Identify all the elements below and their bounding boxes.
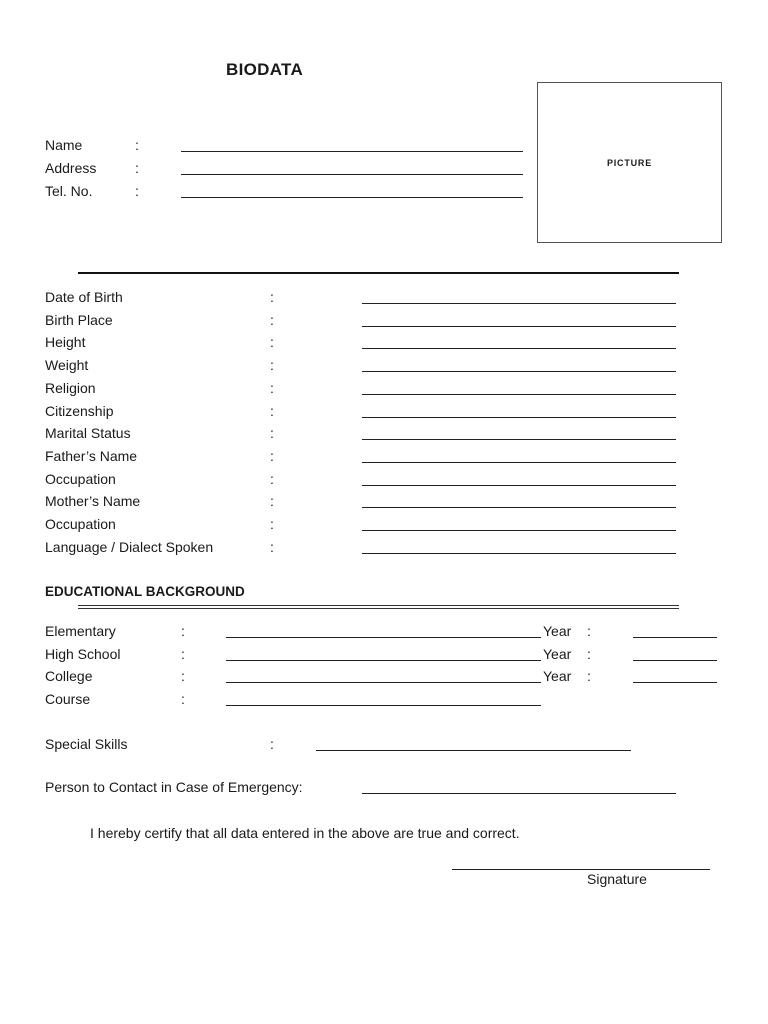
year-blank[interactable] xyxy=(633,660,717,661)
colon: : xyxy=(270,334,274,351)
personal-field-row xyxy=(0,312,768,332)
field-label: Date of Birth xyxy=(45,289,123,305)
colon: : xyxy=(587,645,591,662)
field-label: Citizenship xyxy=(45,402,114,419)
personal-field-row xyxy=(0,493,768,513)
personal-field-row xyxy=(0,357,768,377)
field-blank[interactable] xyxy=(181,197,523,198)
section-divider xyxy=(78,272,679,274)
colon: : xyxy=(270,470,274,487)
certification-statement: I hereby certify that all data entered in the above are true and correct. xyxy=(90,825,520,841)
field-label: Language / Dialect Spoken xyxy=(45,538,214,555)
year-label: Year xyxy=(543,623,572,639)
education-row xyxy=(0,623,768,643)
education-label: Course xyxy=(45,690,91,707)
field-blank[interactable] xyxy=(362,371,676,372)
colon: : xyxy=(270,516,274,532)
colon: : xyxy=(270,493,274,510)
field-label: Occupation xyxy=(45,470,116,487)
colon: : xyxy=(270,402,274,419)
field-label: Marital Status xyxy=(45,425,131,442)
field-blank[interactable] xyxy=(362,553,676,554)
field-blank[interactable] xyxy=(362,439,676,440)
education-row xyxy=(0,691,768,711)
education-label: College xyxy=(45,668,93,684)
field-blank[interactable] xyxy=(181,151,523,152)
colon: : xyxy=(135,137,139,153)
special-skills-label: Special Skills xyxy=(45,736,128,752)
field-blank[interactable] xyxy=(362,394,676,395)
field-label: Mother’s Name xyxy=(45,493,141,510)
field-label: Address xyxy=(45,160,97,176)
field-blank[interactable] xyxy=(362,507,676,508)
education-row xyxy=(0,646,768,666)
colon: : xyxy=(270,311,274,328)
year-blank[interactable] xyxy=(633,682,717,683)
colon: : xyxy=(270,447,274,464)
field-blank[interactable] xyxy=(362,530,676,531)
special-skills-blank[interactable] xyxy=(316,750,631,751)
personal-field-row xyxy=(0,539,768,559)
colon: : xyxy=(270,538,274,555)
colon: : xyxy=(270,425,274,442)
emergency-contact-label: Person to Contact in Case of Emergency: xyxy=(45,779,303,795)
personal-field-row xyxy=(0,425,768,445)
education-divider xyxy=(78,605,679,609)
special-skills-row xyxy=(0,736,768,756)
header-field-row xyxy=(0,137,768,157)
field-blank[interactable] xyxy=(362,348,676,349)
personal-field-row xyxy=(0,403,768,423)
signature-line[interactable] xyxy=(452,869,710,870)
colon: : xyxy=(181,668,185,684)
field-blank[interactable] xyxy=(362,462,676,463)
colon: : xyxy=(135,183,139,199)
year-label: Year xyxy=(543,668,572,684)
school-blank[interactable] xyxy=(226,705,541,706)
personal-field-row xyxy=(0,516,768,536)
signature-label: Signature xyxy=(587,871,647,887)
field-blank[interactable] xyxy=(362,485,676,486)
colon: : xyxy=(181,645,185,662)
field-label: Father’s Name xyxy=(45,447,138,464)
emergency-contact-row xyxy=(0,779,768,799)
field-label: Height xyxy=(45,334,86,351)
field-blank[interactable] xyxy=(362,326,676,327)
year-blank[interactable] xyxy=(633,637,717,638)
colon: : xyxy=(587,623,591,639)
education-section-title: EDUCATIONAL BACKGROUND xyxy=(45,584,245,599)
header-field-row xyxy=(0,183,768,203)
colon: : xyxy=(270,736,274,752)
personal-field-row xyxy=(0,334,768,354)
school-blank[interactable] xyxy=(226,637,541,638)
header-field-row xyxy=(0,160,768,180)
field-blank[interactable] xyxy=(181,174,523,175)
field-blank[interactable] xyxy=(362,417,676,418)
colon: : xyxy=(270,289,274,305)
field-label: Religion xyxy=(45,379,96,396)
picture-label: PICTURE xyxy=(606,158,653,168)
field-label: Occupation xyxy=(45,516,116,532)
field-label: Tel. No. xyxy=(45,183,93,199)
personal-field-row xyxy=(0,380,768,400)
personal-field-row xyxy=(0,448,768,468)
field-label: Birth Place xyxy=(45,311,113,328)
education-label: High School xyxy=(45,645,121,662)
school-blank[interactable] xyxy=(226,660,541,661)
personal-field-row xyxy=(0,471,768,491)
education-label: Elementary xyxy=(45,623,116,639)
school-blank[interactable] xyxy=(226,682,541,683)
colon: : xyxy=(181,623,185,639)
field-label: Weight xyxy=(45,357,89,374)
field-blank[interactable] xyxy=(362,303,676,304)
form-title: BIODATA xyxy=(226,60,304,79)
year-label: Year xyxy=(543,645,572,662)
colon: : xyxy=(587,668,591,684)
personal-field-row xyxy=(0,289,768,309)
education-row xyxy=(0,668,768,688)
colon: : xyxy=(135,160,139,176)
colon: : xyxy=(181,690,185,707)
field-label: Name xyxy=(45,137,83,153)
emergency-contact-blank[interactable] xyxy=(362,793,676,794)
colon: : xyxy=(270,379,274,396)
colon: : xyxy=(270,357,274,374)
